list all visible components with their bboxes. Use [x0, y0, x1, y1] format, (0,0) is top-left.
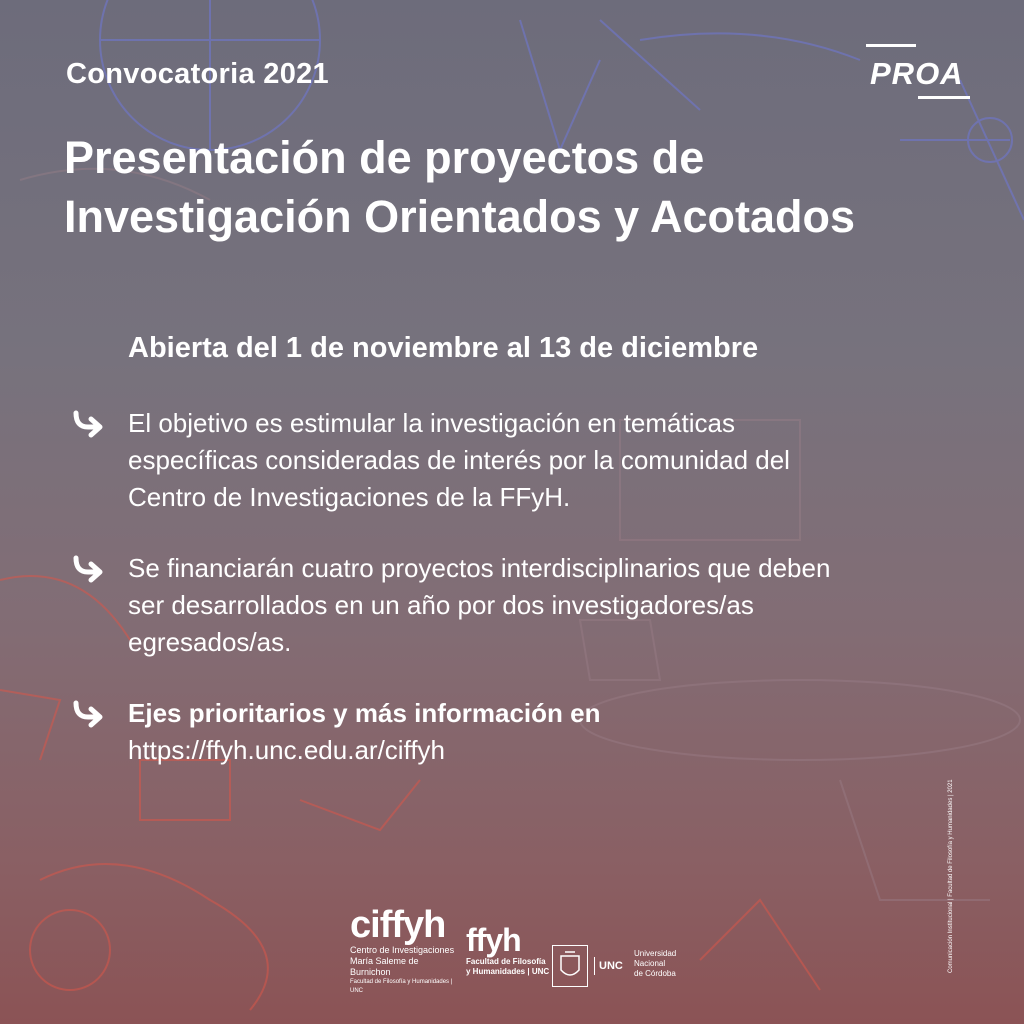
page-title [64, 128, 964, 246]
arrow-icon [70, 554, 106, 586]
unc-abbreviation: UNC [594, 957, 623, 975]
objective-line-3: Centro de Investigaciones de la FFyH. [128, 482, 571, 512]
proa-logo [866, 44, 970, 102]
ciffyh-line-2: María Saleme de Burnichon [350, 956, 419, 977]
funding-line-2: ser desarrollados en un año por dos investigadores/as [128, 590, 754, 620]
more-info-text [128, 695, 948, 769]
unc-full-name [634, 949, 676, 979]
proa-top-bar [866, 44, 916, 47]
objective-line-1: El objetivo es estimular la investigación en temáticas [128, 408, 735, 438]
ciffyh-wordmark: ciffyh [350, 904, 446, 946]
call-year-kicker: Convocatoria 2021 [66, 58, 329, 90]
ffyh-line-2: y Humanidades | UNC [466, 967, 550, 976]
unc-logo [552, 945, 702, 989]
ffyh-wordmark: ffyh [466, 922, 521, 958]
side-credit-text: Comunicación Institucional | Facultad de Filosofía y Humanidades | 2021 [948, 779, 954, 973]
objective-line-2: específicas consideradas de interés por la comunidad del [128, 445, 790, 475]
funding-text [128, 550, 948, 661]
proa-wordmark: PROA [870, 56, 964, 91]
title-line-1: Presentación de proyectos de [64, 132, 705, 183]
objective-text [128, 405, 948, 516]
title-line-2: Investigación Orientados y Acotados [64, 191, 856, 242]
ffyh-line-1: Facultad de Filosofía [466, 957, 546, 966]
unc-line-2: Nacional [634, 959, 666, 968]
funding-line-3: egresados/as. [128, 627, 292, 657]
unc-shield-icon [552, 945, 588, 987]
funding-line-1: Se financiarán cuatro proyectos interdisciplinarios que deben [128, 553, 831, 583]
more-info-heading: Ejes prioritarios y más información en [128, 698, 601, 728]
ciffyh-line-1: Centro de Investigaciones [350, 945, 455, 955]
ciffyh-logo [350, 905, 460, 996]
open-period: Abierta del 1 de noviembre al 13 de diciembre [128, 332, 759, 364]
side-credit [930, 779, 974, 990]
ciffyh-line-3: Facultad de Filosofía y Humanidades | UNC [350, 979, 453, 994]
ffyh-logo [466, 923, 558, 977]
unc-crest-icon [553, 946, 587, 986]
proa-bottom-bar [918, 96, 970, 99]
more-info-link[interactable]: https://ffyh.unc.edu.ar/ciffyh [128, 735, 446, 765]
unc-line-3: de Córdoba [634, 969, 676, 978]
institution-logos [340, 905, 700, 1005]
arrow-icon [70, 699, 106, 731]
arrow-icon [70, 409, 106, 441]
unc-line-1: Universidad [634, 949, 677, 958]
